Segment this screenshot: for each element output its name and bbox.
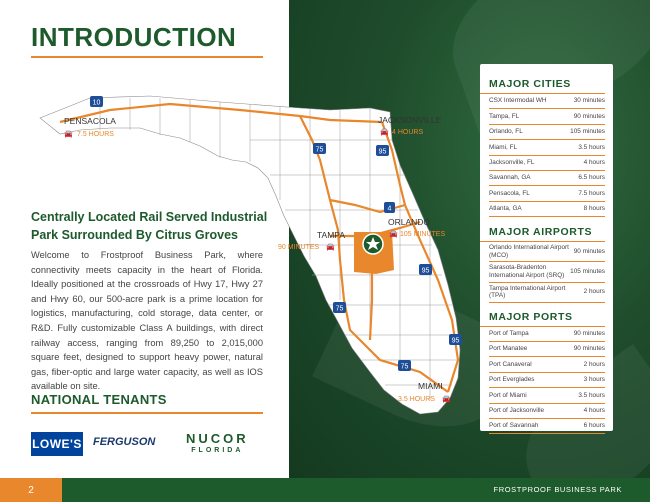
car-icon: 🚘: [380, 129, 389, 136]
city-label-pensacola: PENSACOLA: [64, 116, 116, 126]
cities-row-name: CSX Intermodal WH: [489, 97, 547, 105]
ports-row: [489, 327, 605, 342]
major-airports-title: MAJOR AIRPORTS: [480, 226, 605, 242]
star-marker-icon: [363, 234, 383, 254]
airports-row: [489, 283, 605, 303]
cities-row-name: Savannah, GA: [489, 174, 531, 182]
ports-row-name: Port of Tampa: [489, 330, 529, 338]
interstate-shield-icon: [398, 360, 411, 371]
ports-row-name: Port Canaveral: [489, 360, 532, 368]
cities-row-value: 7.5 hours: [578, 189, 605, 197]
nucor-logo-text: NUCOR: [186, 431, 249, 446]
cities-row: [489, 186, 605, 201]
airports-row-name: Sarasota-Bradenton International Airport (SRQ): [489, 264, 565, 279]
major-ports-title: MAJOR PORTS: [480, 311, 605, 327]
svg-text:75: 75: [400, 363, 409, 371]
time-label-tampa: 90 MINUTES: [278, 244, 320, 251]
ports-row-value: 4 hours: [583, 407, 605, 415]
cities-row-value: 6.5 hours: [578, 174, 605, 182]
interstate-shield-icon: [90, 96, 103, 107]
ferguson-logo-text: FERGUSON: [93, 436, 156, 448]
interstate-shield-icon: [419, 264, 432, 275]
car-icon: 🚘: [326, 244, 335, 251]
airports-row-name: Tampa International Airport (TPA): [489, 284, 566, 300]
ports-row: [489, 419, 605, 434]
cities-row-value: 8 hours: [583, 205, 605, 213]
airports-row: [489, 242, 605, 262]
time-label-jacksonville: 4 HOURS: [392, 129, 424, 136]
cities-row-value: 3.5 hours: [578, 143, 605, 151]
interstate-shield-icon: [449, 334, 462, 345]
cities-row-value: 30 minutes: [573, 97, 605, 105]
cities-row: [489, 140, 605, 155]
cities-row: [489, 94, 605, 109]
major-ports-section: [480, 311, 613, 435]
airports-row-value: 2 hours: [583, 288, 605, 296]
ports-row-value: 90 minutes: [573, 345, 605, 353]
interstate-shield-icon: [333, 302, 346, 313]
ports-row: [489, 388, 605, 403]
major-cities-section: [480, 78, 613, 217]
nucor-logo-subtext: FLORIDA: [191, 447, 244, 454]
ports-row: [489, 404, 605, 419]
svg-text:95: 95: [378, 148, 387, 156]
car-icon: 🚘: [64, 131, 73, 138]
cities-row: [489, 171, 605, 186]
airports-row-name: Orlando International Airport (MCO): [489, 244, 569, 259]
city-label-jacksonville: JACKSONVILLE: [378, 115, 442, 125]
major-cities-title: MAJOR CITIES: [480, 78, 605, 94]
ports-row-name: Port of Miami: [489, 391, 527, 399]
major-airports-section: [480, 226, 613, 303]
ports-row-value: 2 hours: [583, 360, 605, 368]
cities-row-name: Tampa, FL: [489, 112, 520, 120]
city-label-orlando: ORLANDO: [388, 217, 431, 227]
cities-row: [489, 125, 605, 140]
ports-row-value: 3.5 hours: [578, 391, 605, 399]
cities-row-value: 4 hours: [583, 158, 605, 166]
svg-text:95: 95: [451, 337, 460, 345]
ports-row-name: Port Everglades: [489, 376, 535, 384]
svg-text:75: 75: [335, 305, 344, 313]
tenants-title: NATIONAL TENANTS: [31, 392, 167, 407]
cities-row-name: Pensacola, FL: [489, 189, 530, 197]
interstate-shield-icon: [376, 145, 389, 156]
airports-row-value: 90 minutes: [573, 247, 605, 255]
ports-row-value: 6 hours: [583, 422, 605, 430]
car-icon: 🚘: [389, 231, 398, 238]
ports-row: [489, 357, 605, 372]
city-label-tampa: TAMPA: [317, 230, 346, 240]
svg-text:95: 95: [421, 267, 430, 275]
page-number: 2: [0, 478, 62, 502]
cities-row: [489, 202, 605, 217]
ports-row-value: 90 minutes: [573, 330, 605, 338]
time-label-orlando: 105 MINUTES: [400, 231, 446, 238]
svg-text:4: 4: [387, 205, 392, 213]
cities-row-name: Jacksonville, FL: [489, 158, 535, 166]
cities-row: [489, 156, 605, 171]
cities-row-value: 90 minutes: [573, 112, 605, 120]
footer-bar: [0, 478, 650, 502]
time-label-pensacola: 7.5 HOURS: [77, 131, 114, 138]
interstate-shield-icon: [313, 143, 326, 154]
ports-row-value: 3 hours: [583, 376, 605, 384]
page-title: INTRODUCTION: [31, 22, 237, 52]
interstate-shield-icon: [384, 202, 395, 213]
city-label-miami: MIAMI: [418, 381, 443, 391]
svg-text:10: 10: [92, 99, 101, 107]
intro-paragraph: Welcome to Frostproof Business Park, where connectivity meets capacity in the heart of Florida. Ideally positioned at the crossroads of Hwy 17, Hwy 27 and Hwy 60, our 500-acre park is a prime location for logistics, manufacturing, cold storage, data center, or R&D. Fully customizable Class A buildings, with direct railway access, ranging from 89,250 to 2,015,000 square feet, designed to support heavy power, natural gas, fiber-optic and large water capacity, as well as IOS available on site.: [31, 250, 263, 392]
ports-row-name: Port of Jacksonville: [489, 407, 545, 415]
travel-times-card: [480, 64, 613, 431]
cities-row-name: Miami, FL: [489, 143, 518, 151]
ports-row-name: Port of Savannah: [489, 422, 539, 430]
airports-row: [489, 262, 605, 282]
car-icon: 🚘: [442, 396, 451, 403]
ports-row: [489, 342, 605, 357]
lowes-logo: LOWE'S: [31, 432, 83, 456]
svg-text:75: 75: [315, 146, 324, 154]
airports-row-value: 105 minutes: [570, 268, 605, 276]
footer-brand: FROSTPROOF BUSINESS PARK: [493, 485, 622, 494]
ports-row: [489, 373, 605, 388]
cities-row-name: Orlando, FL: [489, 128, 523, 136]
cities-row-name: Atlanta, GA: [489, 205, 522, 213]
subheading: Centrally Located Rail Served Industrial Park Surrounded By Citrus Groves: [31, 210, 268, 242]
cities-row: [489, 109, 605, 124]
cities-row-value: 105 minutes: [570, 128, 605, 136]
ports-row-name: Port Manatee: [489, 345, 528, 353]
time-label-miami: 3.5 HOURS: [398, 396, 435, 403]
